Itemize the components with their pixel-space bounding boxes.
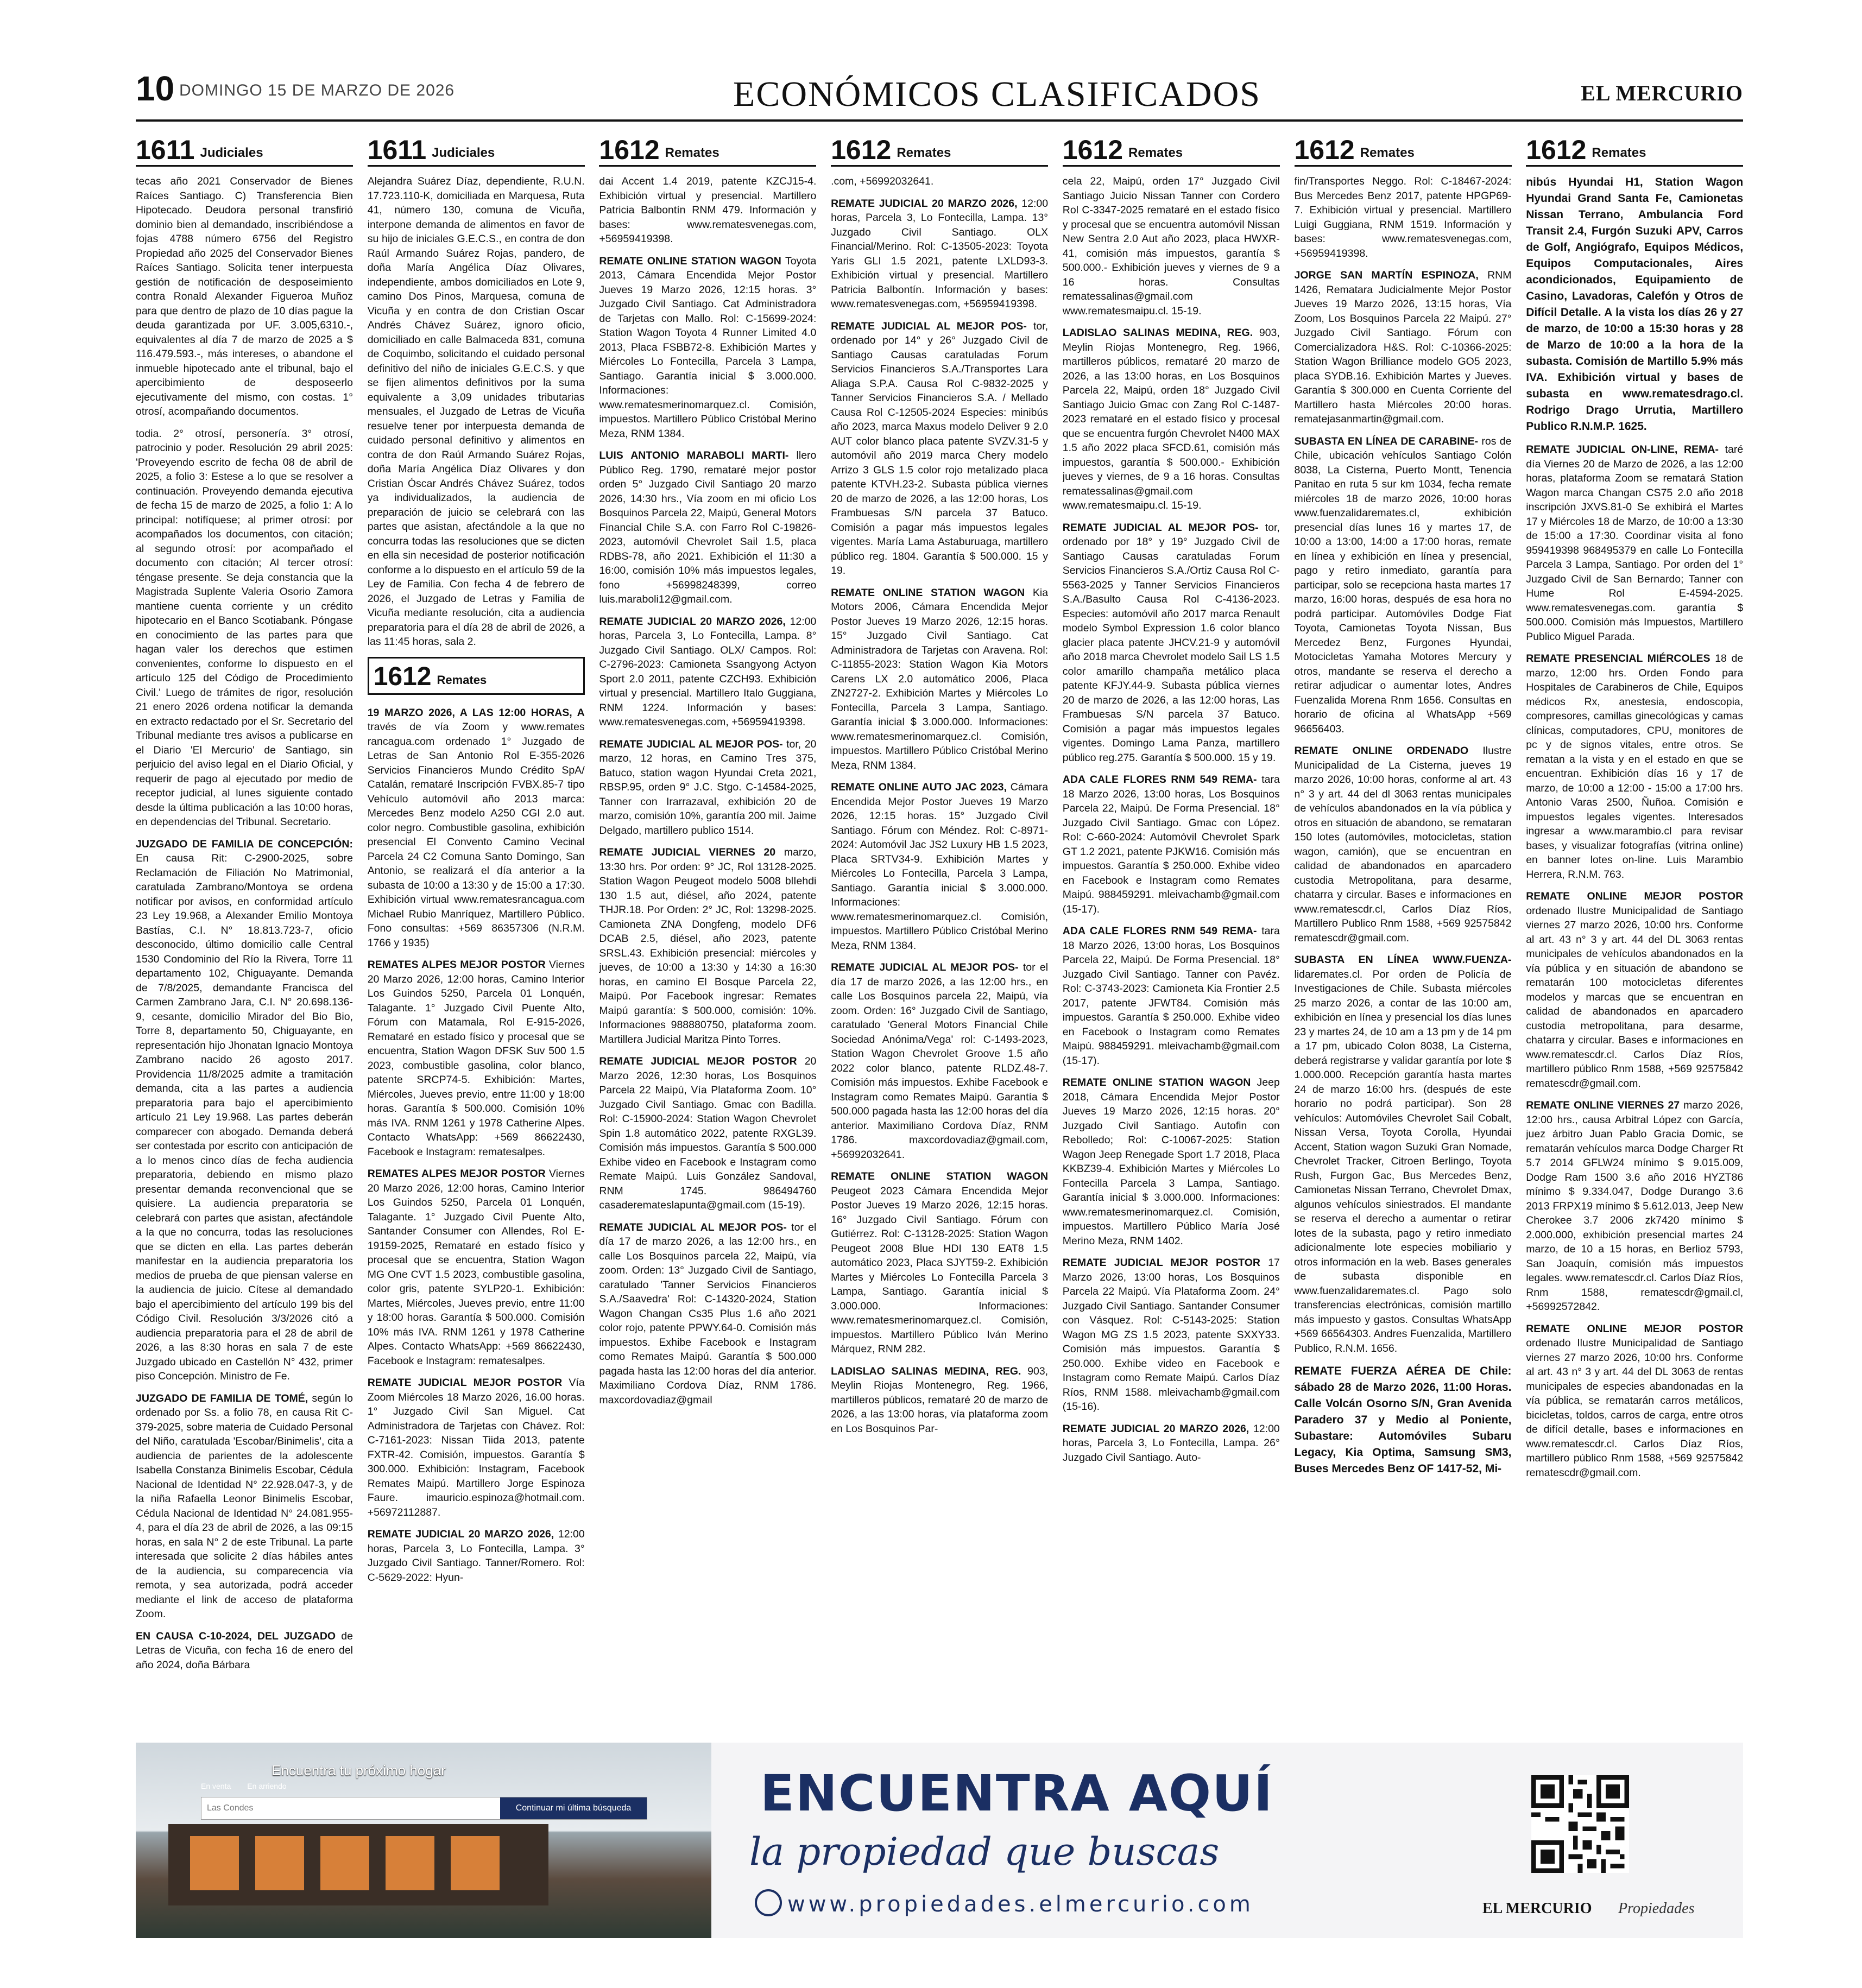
category-name: Remates — [437, 673, 487, 687]
ad-lead: REMATE JUDICIAL MEJOR POSTOR — [599, 1055, 797, 1067]
classified-ad — [136, 837, 353, 1384]
column-body — [368, 174, 585, 1585]
ad-brand: EL MERCURIO — [1482, 1900, 1592, 1917]
category-name: Remates — [1128, 145, 1183, 160]
ad-lead: REMATE PRESENCIAL MIÉRCOLES — [1526, 653, 1710, 664]
classified-ad — [136, 427, 353, 830]
classified-ad — [1295, 953, 1512, 1356]
column-heading — [599, 130, 816, 167]
ad-lead: REMATE JUDICIAL AL MEJOR POS- — [831, 320, 1027, 332]
ad-text: Cámara Encendida Mejor Postor Jueves 19 Marzo 2026, 12:15 horas. 15° Juzgado Civil Santiago. Fórum con Méndez. Rol: C-8971-2024: Automóvil Jac JS2 Luxury HB 1.5 2023, Placa SRTV34-9. Exhibición Martes y Miércoles Lo Fontecilla, Parcela 3 Lampa, Santiago. Garantía inicial $ 3.000.000. Informaciones: www.rematesmerinomarquez.cl. Comisión, impuestos. Martillero Público Cristóbal Merino Meza, RNM 1384. — [831, 781, 1049, 952]
ad-search-heading: Encuentra tu próximo hogar — [272, 1762, 446, 1778]
ad-text: fin/Transportes Neggo. Rol: C-18467-2024: Bus Mercedes Benz 2017, patente HPGP69-7. Exhibición virtual y presencial. Martillero Luigi Guggiana, RNM 1519. Información y bases: www.rematesvenegas.com, +56959419398. — [1294, 175, 1512, 259]
classified-ad — [1526, 651, 1743, 882]
column-body — [136, 174, 353, 1672]
ad-text: tara 18 Marzo 2026, 13:00 horas, Los Bosquinos Parcela 22, Maipú. De Forma Presencial. 18° Juzgado Civil Santiago. Tanner con Pavéz. Rol: C-3743-2023: Camioneta Kia Frontier 2.5 2017, patente JFWT84. Comisión más impuestos. Garantía $ 250.000. Exhibe video en Facebook o Instagram como Remates Maipú. 988459291. mleivachamb@gmail.com (15-17). — [1062, 925, 1280, 1067]
classified-ad — [1526, 1098, 1743, 1314]
ad-lead: LADISLAO SALINAS MEDINA, REG. — [1062, 327, 1253, 339]
category-code: 1612 — [831, 135, 892, 165]
classified-column — [831, 130, 1048, 1732]
ad-lead: ADA CALE FLORES RNM 549 REMA- — [1062, 925, 1257, 937]
ad-lead: REMATE JUDICIAL AL MEJOR POS- — [599, 1221, 787, 1233]
newspaper-page — [136, 65, 1743, 1943]
classified-ad — [831, 1169, 1048, 1357]
ad-text: Alejandra Suárez Díaz, dependiente, R.U.N. 17.723.110-K, domiciliada en Marquesa, Ruta 41, número 130, comuna de Vicuña, interpone demanda de alimentos en favor de su hijo de iniciales G.E.C.S., en contra de don Raúl Armando Suárez Rojas, pandero, de doña María Angélica Díaz Olivares, independiente, ambos domiciliados en Lote 9, camino Dos Pinos, Marquesa, comuna de Vicuña y en contra de don Cristian Oscar Andrés Chávez Suárez, ignoro oficio, domiciliado en calle Balmaceda 831, comuna de Coquimbo, solicitando el cuidado personal definitivo del niño de iniciales G.E.C.S. y que se fijen alimentos definitivos por la suma equivalente a 3,09 unidades tributarias mensuales, el Juzgado de Letras de Vicuña resuelve tener por interpuesta demanda de cuidado personal definitivo y alimentos en contra de don Raúl Armando Suárez Rojas, doña María Angélica Díaz Olivares y don Cristian Óscar Andrés Chávez Suárez, todos ya individualizados, la audiencia de preparación de juicio se celebrará con las partes que asistan, afectándole a la que no concurra todas las resoluciones que se dicten en ella sin necesidad de posterior notificación conforme a lo dispuesto en el artículo 59 de la Ley de Familia. Con fecha 4 de febrero de 2026, el Juzgado de Letras y Familia de Vicuña mediante resolución, cita a audiencia preparatoria para el día 28 de abril de 2026, a las 11:45 horas, sala 2. — [367, 175, 585, 648]
classified-ad — [1063, 174, 1280, 318]
category-code: 1611 — [367, 135, 427, 165]
category-name: Judiciales — [432, 145, 495, 160]
category-name: Remates — [665, 145, 719, 160]
ad-search-tabs — [201, 1782, 287, 1790]
ad-lead: REMATE ONLINE STATION WAGON — [831, 586, 1025, 599]
ad-text: tor, ordenado por 18° y 19° Juzgado Civil de Santiago Causas caratuladas Forum Servicios Financieros S.A./Ortiz Causa Rol C-5563-2025 y Tanner Servicios Financieros S.A./Basulto Causa Rol C-4136-2023. Especies: automóvil año 2017 marca Renault modelo Symbol Expression 1.6 color blanco glacier placa patente JHCV.21-9 y automóvil año 2018 marca Chevrolet modelo Sail LS 1.5 color amarillo champaña metálico placa patente KFJY.44-9. Subasta pública viernes 20 de marzo de 2026, a las 12:00 horas, Las Frambuesas S/N parcela 37 Batuco. Comisión a pagar más impuestos legales vigentes. Domingo Lama Panza, martillero público reg.275. Garantía $ 500.000. 15 y 19. — [1062, 521, 1280, 764]
ad-lead: REMATE FUERZA AÉREA DE — [1294, 1365, 1470, 1377]
ad-text: tara 18 Marzo 2026, 13:00 horas, Los Bosquinos Parcela 22, Maipú. De Forma Presencial. 18° Juzgado Civil Santiago. Gmac con López. Rol: C-660-2024: Automóvil Chevrolet Spark GT 1.2 2021, patente PJKW16. Comisión más impuestos. Garantía $ 250.000. Exhibe video en Facebook e Instagram como Remates Maipú. 988459291. mleivachamb@gmail.com (15-17). — [1062, 774, 1280, 915]
classified-ad — [368, 706, 585, 951]
classified-ad — [831, 197, 1048, 312]
ad-lead: SUBASTA EN LÍNEA DE CARABINE- — [1294, 435, 1479, 447]
ad-text: taré día Viernes 20 de Marzo de 2026, a las 12:00 horas, plataforma Zoom se rematará Station Wagon marca Changan CS75 2.0 año 2018 inscripción JXVS.81-0 Se exhibirá el Martes 17 y Miércoles 18 de Marzo, de 10:00 a 13:30 de 15:00 a 17:30. Coordinar visita al fono 959419398 968495379 en calle Lo Fontecilla Parcela 3 Lampa, Santiago. Por orden del 1° Juzgado Civil de San Bernardo; Tanner con Hume Rol E-4594-2025. www.rematesvenegas.com. garantía $ 500.000. Comisión más Impuestos, Martillero Publico Miguel Parada. — [1526, 444, 1744, 643]
classified-column — [136, 130, 353, 1732]
ad-lead: LUIS ANTONIO MARABOLI MARTI- — [599, 449, 789, 461]
ad-lead: REMATE ONLINE STATION WAGON — [1062, 1077, 1251, 1088]
ad-text: 12:00 horas, Parcela 3, Lo Fontecilla, Lampa. 13° Juzgado Civil Santiago. OLX Financial/Merino. Rol: C-13505-2023: Toyota Yaris GLI 1.5 2021, patente LXLD93-3. Exhibición virtual y presencial. Martillero Patricia Balbontín. Información y bases: www.rematesvenegas.com, +56959419398. — [831, 197, 1049, 310]
house-illustration — [168, 1824, 548, 1905]
ad-text: nibús Hyundai H1, Station Wagon Hyundai Grand Santa Fe, Camionetas Nissan Terrano, Ambulancia Ford Transit 2.4, Furgón Suzuki APV, Carros de Golf, Angiógrafo, Equipos Médicos, Equipos Computacionales, Aires acondicionados, Equipamiento de Casino, Lavadoras, Calefón y Otros de Difícil Detalle. A la vista los días 26 y 27 de marzo, de 10:00 a 15:30 horas y 28 de Marzo de 10:00 a la hora de la subasta. Comisión de Martillo 5.9% más IVA. Exhibición virtual y bases de subasta en www.rematesdrago.cl. Rodrigo Drago Urrutia, Martillero Publico R.N.M.P. 1625. — [1526, 176, 1744, 433]
classified-ad — [1063, 521, 1280, 765]
classified-ad — [1295, 174, 1512, 261]
ad-text: Peugeot 2023 Cámara Encendida Mejor Postor Jueves 19 Marzo 2026, 12:15 horas. 16° Juzgado Civil Santiago. Fórum con Gutiérrez. Rol: C-13128-2025: Station Wagon Peugeot 2008 Blue HDI 130 EAT8 1.5 automático 2023, Placa SJYT59-2. Exhibición Martes y Miércoles Lo Fontecilla Parcela 3 Lampa, Santiago. Garantía inicial $ 3.000.000. Informaciones: www.rematesmerinomarquez.cl. Comisión, impuestos. Martillero Público Iván Merino Márquez, RNM 282. — [831, 1185, 1049, 1355]
ad-lead: REMATE ONLINE STATION WAGON — [831, 1170, 1049, 1182]
ad-text: En causa Rit: C-2900-2025, sobre Reclamación de Filiación No Matrimonial, caratulada Zambrano/Montoya se ordena notificar por avisos, en conformidad artículo 23 Ley 19.968, a Alexander Emilio Montoya Bastías, C.I. N° 18.813.723-7, oficio desconocido, último domicilio calle Central 1530 Condominio del Río la Rivera, Torre 11 departamento 102, Chiguayante. Demanda de 7/8/2025, demandante Francisca del Carmen Zambrano Jara, C.I. N° 20.698.136-9, cesante, domicilio Mirador del Bio Bio, Torre 8, departamento 50, Chiguayante, en representación hijo Jhonatan Ignacio Montoya Zambrano nacido 26 agosto 2017. Providencia 11/8/2025 admite a tramitación demanda, cita a las partes a audiencia preparatoria para bajo el apercibimiento artículo 21 Ley 19.968. Las partes deberán comparecer con abogado. Demanda deberá ser contestada por escrito con anticipación de a lo menos cinco días de fecha audiencia preparatoria, debiendo en mismo plazo presentar demanda reconvencional que se quisiere. La audiencia preparatoria se celebrará con partes que asistan, afectándole a la que no concurra, todas las resoluciones que se dicten en ella. Las partes deberán manifestar en la audiencia preparatoria los medios de prueba de que piensan valerse en la audiencia de juicio. Cítese al demandado bajo el apercibimiento del artículo 199 bis del Código Civil. Resolución 3/3/2026 citó a audiencia preparatoria para el 28 de abril de 2026, a las 8:30 horas en sala 7 de este Juzgado ubicado en Castellón N° 432, primer piso Concepción. Ministro de Fe. — [136, 852, 353, 1382]
ad-text: tor, ordenado por 14° y 26° Juzgado Civil de Santiago Causas caratuladas Forum Servicios Financieros S.A./Transportes Lara Aliaga S.P.A. Causa Rol C-9832-2025 y Tanner Servicios Financieros S.A. / Mellado Causa Rol C-12505-2024 Especies: minibús año 2023, marca Maxus modelo Deliver 9 2.0 AUT color blanco placa patente SVZV.31-5 y automóvil año 2019 marca Chery modelo Arrizo 3 GLS 1.5 color rojo metalizado placa patente KTVH.23-2. Subasta pública viernes 20 de marzo de 2026, a las 12:00 horas, Los Frambuesas S/N parcela 37 Batuco. Comisión a pagar más impuestos legales vigentes. María Lama Astaburuaga, martillero público reg. 1804. Garantía $ 500.000. 15 y 19. — [831, 320, 1049, 577]
category-code: 1612 — [373, 662, 432, 691]
ad-text: 12:00 horas, Parcela 3, Lo Fontecilla, Lampa. 3° Juzgado Civil Santiago. Tanner/Romero. Rol: C-5629-2022: Hyun- — [367, 1528, 585, 1584]
ad-lead: REMATE ONLINE MEJOR POSTOR — [1526, 890, 1744, 902]
page-number: 10 — [136, 69, 175, 108]
classified-ad — [368, 958, 585, 1159]
ad-text: Viernes 20 Marzo 2026, 12:00 horas, Camino Interior Los Guindos 5250, Parcela 01 Lonquén, Talagante. 1° Juzgado Civil Puente Alto, Santander Consumer con Allendes, Rol E-19159-2025, Remataré en estado físico y procesal que se encuentra, Station Wagon MG One CVT 1.5 2023, combustible gasolina, color gris, patente SYLP20-1. Exhibición: Martes, Miércoles, Jueves previo, entre 11:00 y 18:00 horas. Garantía $ 500.000. Comisión 10% más IVA. RNM 1261 y 1978 Catherine Alpes. Contacto WhatsApp: +569 86622430, Facebook e Instagram: rematesalpes. — [367, 1168, 585, 1367]
category-name: Remates — [1360, 145, 1415, 160]
ad-text: de Letras de Vicuña, con fecha 16 de enero del año 2024, doña Bárbara — [136, 1630, 353, 1671]
ad-text: llero Público Reg. 1790, remataré mejor postor orden 5° Juzgado Civil Santiago 20 marzo 2026, 14:30 hrs., Vía zoom en mi oficio Los Bosquinos Parcela 22, Maipú, General Motors Financial Chile S.A. con Farro Rol C-19826-2023, automóvil Chevrolet Sail 1.5, placa RDBS-78, año 2021. Exhibición el 11:30 a 16:00, comisión 10% más impuestos legales, fono +56998248399, correo luis.maraboli12@gmail.com. — [599, 449, 817, 605]
column-body — [1526, 174, 1743, 1480]
ad-text: tecas año 2021 Conservador de Bienes Raíces Santiago. C) Transferencia Bien Hipotecado. Deudora personal transfirió dominio bien al demandado, inscribiéndose a fojas 4788 número 6756 del Registro Propiedad año 2025 del Conservador Bienes Raíces Santiago. Solicita tener interpuesta gestión de notificación de desposeimiento contra Ronald Alexander Figueroa Muñoz para que dentro de plazo de 10 días pague la deuda garantizada por UF. 3.005,6310.-, equivalentes al día 7 de marzo de 2025 a $ 116.479.593.-, más intereses, o abandone el inmueble hipotecado ante el tribunal, bajo el apercibimiento de desposeerlo ejecutivamente del mismo, con costas. 1° otrosí, acompañando documentos. — [136, 175, 353, 417]
ad-text: 20 Marzo 2026, 12:30 horas, Los Bosquinos Parcela 22 Maipú, Vía Plataforma Zoom. 10° Juzgado Civil Santiago. Gmac con Badilla. Rol: C-15900-2024: Station Wagon Chevrolet Spin 1.8 automático 2022, patente RXGL39. Comisión más impuestos. Garantía $ 500.000 Exhibe video en Facebook e Instagram como Remate Maipú. Luis González Sandoval, RNM 1745. 986494760 casaderemateslapunta@gmail.com (15-19). — [599, 1055, 817, 1211]
classified-column — [1063, 130, 1280, 1732]
ad-text: RNM 1426, Rematara Judicialmente Mejor Postor Jueves 19 Marzo 2026, 13:15 horas, Vía Zoom, Los Bosquinos Parcela 22 Maipú. 27° Juzgado Civil Santiago. Fórum con Comercializadora H&S. Rol: C-10366-2025: Station Wagon Brilliance modelo GO5 2023, placa SYDB.16. Exhibición Martes y Jueves. Garantía $ 300.000 en Cuenta Corriente del Martillero hasta Miércoles 20:00 horas. rematejasanmartin@gmail.com. — [1294, 269, 1512, 425]
ad-text: cela 22, Maipú, orden 17° Juzgado Civil Santiago Juicio Nissan Tanner con Cordero Rol C-3347-2025 remataré en el estado físico y procesal que se encuentra automóvil Nissan New Sentra 2.0 Aut año 2023, placa HWXR-41, comisión más impuestos, garantía $ 500.000.- Exhibición jueves y viernes de 9 a 16 horas. Consultas rematessalinas@gmail.com www.rematesmaipu.cl. 15-19. — [1062, 175, 1280, 317]
ad-tab-rent[interactable]: En arriendo — [247, 1782, 287, 1790]
ad-lead: REMATE ONLINE VIERNES 27 — [1526, 1099, 1680, 1111]
ad-text: Vía Zoom Miércoles 18 Marzo 2026, 16.00 horas. 1° Juzgado Civil San Miguel. Cat Administradora de Tarjetas con Chávez. Rol: C-7161-2023: Nissan Tiida 2013, patente FXTR-42. Comisión, impuestos. Garantía $ 300.000. Exhibición: Instagram, Facebook Remates Maipú. Martillero Jorge Espinoza Faure. imauricio.espinoza@hotmail.com. +56972112887. — [367, 1377, 585, 1518]
ad-search-button[interactable]: Continuar mi última búsqueda — [500, 1797, 647, 1819]
classified-ad — [1295, 1363, 1512, 1477]
ad-lead: REMATE ONLINE AUTO JAC 2023, — [831, 781, 1007, 793]
advertisement-banner[interactable] — [136, 1743, 1743, 1938]
ad-lead: LADISLAO SALINAS MEDINA, REG. — [831, 1365, 1021, 1377]
ad-text: ordenado Ilustre Municipalidad de Santiago viernes 27 marzo 2026, 10:00 hrs. Conforme al art. 43 n° 3 y art. 44 del DL 3063 rentas municipales de vehículos abandonados en la vía pública y en situación de abandono se rematarán 100 motocicletas diferentes modelos y marcas que se encuentran en calidad de abandonados en aparcadero custodia metropolitana, para desarme, chatarra y circular. Bases e informaciones en www.rematescdr.cl. Carlos Díaz Ríos, martillero público Rnm 1588, +569 92575842 rematescdr@gmail.com. — [1526, 904, 1744, 1090]
ad-lead: REMATES ALPES MEJOR POSTOR — [367, 959, 546, 971]
category-name: Remates — [1592, 145, 1646, 160]
ad-text: Kia Motors 2006, Cámara Encendida Mejor Postor Jueves 19 Marzo 2026, 12:15 horas. 15° Juzgado Civil Santiago. Cat Administradora de Tarjetas con Aravena. Rol: C-11855-2023: Station Wagon Kia Motors Carens LX 2.0 automático 2006, Placa ZN2727-2. Exhibición Martes y Miércoles Lo Fontecilla, Parcela 3 Lampa, Santiago. Garantía inicial $ 3.000.000. Informaciones: www.rematesmerinomarquez.cl. Comisión, impuestos. Martillero Público Cristóbal Merino Meza, RNM 1384. — [831, 586, 1049, 771]
classified-ad — [1063, 924, 1280, 1068]
classified-ad — [368, 174, 585, 649]
classified-ad — [599, 254, 816, 441]
ad-text: todia. 2° otrosí, personería. 3° otrosí, patrocinio y poder. Resolución 29 abril 2025: 'Proveyendo escrito de fecha 08 de abril de 2025, a folio 3: Estese a lo que se resolver a continuación. Proveyendo demanda ejecutiva de fecha 15 de marzo de 2025, a folio 1: A lo principal: notifíquese; al primer otrosí: por acompañados los documentos, con citación; al segundo otrosí: por acompañado el documento con citación; Al tercer otrosí: téngase presente. Se deja constancia que la Magistrada Suplente Valeria Osorio Zamora mantiene cuenta corriente y un crédito hipotecario en el Banco Scotiabank. Póngase en conocimiento de las partes para que hagan valer los derechos que estimen convenientes, conforme lo dispuesto en el artículo 125 del Código de Procedimiento Civil.' Luego de trámites de rigor, resolución 21 enero 2026 ordena notificar la demanda en extracto redactado por el Sr. Secretario del Tribunal mediante tres avisos a publicarse en el Diario 'El Mercurio' de Santiago, sin perjuicio del aviso legal en el Diario Oficial, y requerir de pago al ejecutado por medio de receptor judicial, al lunes siguiente contado desde la última publicación a las 10:00 horas, en dependencias del Tribunal. Secretario. — [136, 427, 353, 828]
ad-lead: REMATE ONLINE ORDENADO — [1294, 745, 1469, 757]
section-title: ECONÓMICOS CLASIFICADOS — [733, 74, 1261, 114]
ad-lead: REMATE JUDICIAL MEJOR POSTOR — [367, 1377, 563, 1389]
column-body — [1295, 174, 1512, 1477]
classifieds-columns — [136, 130, 1743, 1732]
ad-text: según lo ordenado por Ss. a folio 78, en causa Rit C-379-2025, sobre materia de Cuidado Personal del Niño, caratulada 'Escobar/Binimelis', cita a audiencia de parientes de la adolescente Isabella Constanza Binimelis Escobar, Cédula Nacional de Identidad N° 22.928.047-3, y de la niña Rafaella Leonor Binimelis Escobar, Cédula Nacional de Identidad N° 24.081.955-4, para el día 23 de abril de 2026, a las 09:15 horas, en sala N° 2 de este Tribunal. La parte interesada que solicite 2 días hábiles antes de la audiencia, su comparecencia vía remota, y sea autorizada, podrá acceder mediante el link de acceso de plataforma Zoom. — [136, 1392, 353, 1620]
classified-ad — [1526, 889, 1743, 1091]
classified-column — [599, 130, 816, 1732]
ad-lead: SUBASTA EN LÍNEA WWW.FUENZA- — [1294, 954, 1512, 966]
category-name: Remates — [897, 145, 951, 160]
classified-ad — [1526, 1322, 1743, 1480]
ad-text: tor el día 17 de marzo 2026, a las 12:00 hrs., en calle Los Bosquinos parcela 22, Maipú, vía zoom. Orden: 13° Juzgado Civil de Santiago, caratulado 'Tanner Servicios Financieros S.A./Saavedra' Rol: C-14320-2024, Station Wagon Changan Cs35 Plus 1.6 año 2021 color rojo, patente PPWY.64-0. Comisión más impuestos. Exhibe Facebook e Instagram como Remates Maipú. Garantía $ 500.000 pagada hasta las 12:00 horas del día anterior. Maximiliano Cordova Díaz, RNM 1786. maxcordovadiaz@gmail — [599, 1221, 817, 1406]
ad-subheadline: la propiedad que buscas — [749, 1829, 1220, 1874]
ad-lead: REMATE JUDICIAL VIERNES 20 — [599, 846, 776, 858]
column-heading — [1295, 130, 1512, 167]
ad-url-link[interactable]: www.propiedades.elmercurio.com — [787, 1892, 1254, 1917]
ad-text: lidaremates.cl. Por orden de Policía de Investigaciones de Chile. Subasta miércoles 25 marzo 2026, a contar de las 10:00 am, exhibición en línea y presencial los días lunes 23 y martes 24, de 10 am a 13 pm y de 14 pm a 17 pm, ubicado Colon 8038, La Cisterna, deberá registrarse y validar garantía por lote $ 1.000.000. Recepción garantía hasta martes 24 de marzo 16:00 hrs. (después de este horario no podrá participar). Son 28 vehículos: Automóviles Chevrolet Sail Cobalt, Nissan Versa, Toyota Corolla, Hyundai Accent, Station wagon Suzuki Gran Nomade, Chevrolet Tracker, Citroen Berlingo, Toyota Rush, Furgon Gac, Bus Mercedes Benz, Camionetas Nissan Terrano, Chevrolet Dmax, algunos vehículos siniestrados. El mandante se reserva el derecho a aumentar o retirar lotes de la subasta, pago y retiro inmediato adicionalmente lote especies mobiliario y otros información en la web. Bases generales de subasta disponible en www.fuenzalidaremates.cl. Pago solo transferencias electrónicas, comisión martillo más impuesto y gastos. Consultas WhatsApp +569 66564303. Andres Fuenzalida, Martillero Publico, R.N.M. 1656. — [1294, 968, 1512, 1354]
ad-lead: REMATE ONLINE STATION WAGON — [599, 255, 781, 267]
ad-house-photo — [136, 1743, 711, 1938]
ad-lead: REMATE JUDICIAL 20 MARZO 2026, — [599, 615, 786, 628]
classified-ad — [1526, 442, 1743, 644]
ad-lead: REMATE ONLINE MEJOR POSTOR — [1526, 1322, 1744, 1335]
classified-ad — [831, 1364, 1048, 1436]
globe-icon — [755, 1889, 782, 1916]
classified-ad — [599, 737, 816, 838]
ad-brand-sub: Propiedades — [1618, 1900, 1695, 1917]
ad-text: marzo, 13:30 hrs. Por orden: 9° JC, Rol 13128-2025. Station Wagon Peugeot modelo 5008 blIehdi 130 1.5 aut, diésel, año 2024, patente THJR.18. Por Orden: 2° JC, Rol: 13298-2025. Camioneta ZNA Dongfeng, modelo DF6 DCAB 2.5, diésel, año 2023, patente SRSL.43. Exhibición presencial: miércoles y jueves, de 10:00 a 13:30 y 14:30 a 16:30 horas, en camino El Bosque Parcela 22, Maipú. Por Facebook ingresar: Remates Maipú garantía: $ 500.000, comisión: 10%. Informaciones 988880750, plataforma zoom. Martillera Judicial Maritza Pinto Torres. — [599, 846, 817, 1046]
ad-lead: JORGE SAN MARTÍN ESPINOZA, — [1294, 269, 1479, 281]
ad-text: Ilustre Municipalidad de La Cisterna, jueves 19 marzo 2026, 10:00 horas, conforme al art. 43 n° 3 y art. 44 del dl 3063 rentas municipales de vehículos abandonados en la vía pública y otros en situación de abandono, se remataran 150 lotes (automóviles, motocicletas, station wagon, camión), que se encuentran en calidad de abandonados en aparcadero custodia Metropolitana, para desarme, chatarra y circular. Bases e informaciones en www.rematescdr.cl, Carlos Díaz Ríos, Martillero Publico Rnm 1588, +569 92575842 rematescdr@gmail.com. — [1294, 745, 1512, 944]
category-code: 1612 — [1294, 135, 1355, 165]
column-heading — [831, 130, 1048, 167]
classified-ad — [1063, 1422, 1280, 1465]
ad-lead: 19 MARZO 2026, A LAS 12:00 HORAS, A — [367, 706, 585, 719]
classified-ad — [136, 1629, 353, 1673]
classified-column — [1526, 130, 1743, 1732]
ad-text: .com, +56992032641. — [831, 175, 934, 187]
ad-text: 18 de marzo, 12:00 hrs. Orden Fondo para Hospitales de Carabineros de Chile, Equipos médicos Rx, anestesia, endoscopia, compresores, camillas ginecológicas y camas clínicas, computadores, CPU, monitores de pc y de signos vitales, entre otros. Se rematan a la vista y en el estado en que se encuentran. Exhibición días 16 y 17 de marzo, de 10:00 a 12:00 - 15:00 a 17:00 hrs. Antonio Varas 2500, Ñuñoa. Comisión e impuestos legales vigentes. Interesados ingresar a www.marambio.cl para revisar bases, y visualizar fotografías (vitrina online) en banner lotes on-line. Luis Marambio Herrera, R.N.M. 763. — [1526, 653, 1744, 881]
ad-lead: ADA CALE FLORES RNM 549 REMA- — [1062, 774, 1257, 786]
ad-lead: EN CAUSA C-10-2024, DEL JUZGADO — [136, 1630, 336, 1642]
classified-ad — [831, 319, 1048, 578]
classified-ad — [599, 448, 816, 607]
ad-text: Toyota 2013, Cámara Encendida Mejor Postor Jueves 19 Marzo 2026, 12:15 horas. 3° Juzgado Civil Santiago. Cat Administradora de Tarjetas con Mallo. Rol: C-15699-2024: Station Wagon Toyota 4 Runner Limited 4.0 2013, Placa FSBB72-8. Exhibición Martes y Miércoles Lo Fontecilla, Parcela 3 Lampa, Santiago. Garantía inicial $ 3.000.000. Informaciones: www.rematesmerinomarquez.cl. Comisión, impuestos. Martillero Público Cristóbal Merino Meza, RNM 1384. — [599, 255, 817, 440]
qr-code-icon[interactable] — [1531, 1775, 1629, 1873]
classified-ad — [136, 1391, 353, 1622]
ad-lead: JUZGADO DE FAMILIA DE TOMÉ, — [136, 1392, 308, 1404]
classified-ad — [1295, 744, 1512, 945]
classified-ad — [831, 586, 1048, 773]
ad-text: marzo 2026, 12:00 hrs., causa Arbitral López con García, juez árbitro Juan Pablo Gracia Domic, se rematarán vehículos marca Dodge Charger Rt 5.7 2014 GFLW24 mínimo $ 9.015.009, Dodge Ram 1500 3.6 año 2016 HYZT86 mínimo $ 9.334.047, Dodge Durango 3.6 2013 FRPX19 mínimo $ 5.612.013, Jeep New Cherokee 3.7 2006 zk7420 mínimo $ 2.000.000, exhibición presencial martes 24 marzo, de 10 a 15 horas, en Berlioz 5793, San Joaquín, comisión más impuestos legales. www.rematescdr.cl. Carlos Díaz Ríos, Rnm 1588, rematescdr@gmail.cl, +56992572842. — [1526, 1099, 1744, 1313]
classified-ad — [831, 780, 1048, 953]
ad-text: 17 Marzo 2026, 13:00 horas, Los Bosquinos Parcela 22 Maipú. Vía Plataforma Zoom. 24° Juzgado Civil Santiago. Santander Consumer con Vásquez. Rol: C-5143-2025: Station Wagon MG ZS 1.5 2023, patente SXXY33. Comisión más impuestos. Garantía $ 250.000. Exhibe video en Facebook e Instagram como Remate Maipú. Carlos Díaz Ríos, RNM 1588. mleivachamb@gmail.com (15-16). — [1062, 1257, 1280, 1413]
column-heading — [136, 130, 353, 167]
ad-text: tor el día 17 de marzo 2026, a las 12:00 hrs., en calle Los Bosquinos parcela 22, Maipú, vía zoom. Orden: 16° Juzgado Civil de Santiago, caratulado 'General Motors Financial Chile Sociedad Anónima/Vega' rol: C-1493-2023, Station Wagon Chevrolet Groove 1.5 año 2022 color blanco, patente RLDZ.48-7. Comisión más impuestos. Exhibe Facebook e Instagram como Remates Maipú. Garantía $ 500.000 pagada hasta las 12:00 horas del día anterior. Maximiliano Cordova Díaz, RNM 1786. maxcordovadiaz@gmail.com, +56992032641. — [831, 961, 1049, 1161]
ad-text: Chile: sábado 28 de Marzo 2026, 11:00 Horas. Calle Volcán Osorno S/N, Gran Avenida Paradero 37 y Medio al Poniente, Subastare: Automóviles Subaru Legacy, Kia Optima, Samsung SM3, Buses Mercedes Benz OF 1417-52, Mi- — [1294, 1365, 1512, 1475]
ad-lead: REMATE JUDICIAL AL MEJOR POS- — [831, 961, 1019, 973]
ad-lead: REMATE JUDICIAL AL MEJOR POS- — [599, 738, 783, 750]
category-name: Judiciales — [200, 145, 263, 160]
classified-ad — [1063, 1256, 1280, 1414]
ad-tab-sale[interactable]: En venta — [201, 1782, 231, 1790]
ad-search-input[interactable]: Las Condes — [207, 1803, 254, 1813]
classified-ad — [831, 960, 1048, 1162]
ad-lead: REMATE JUDICIAL MEJOR POSTOR — [1062, 1257, 1260, 1269]
classified-ad — [831, 174, 1048, 189]
classified-ad — [368, 1167, 585, 1368]
page-date: DOMINGO 15 DE MARZO DE 2026 — [179, 81, 455, 99]
ad-text: tor, 20 marzo, 12 horas, en Camino Tres 375, Batuco, station wagon Hyundai Creta 2021, RBSP.95, orden 9° J.C. Stgo. C-14584-2025, Tanner con Irarrazaval, exhibición 20 de marzo, comisión 10%, garantía 200 mil. Jaime Delgado, martillero publico 1514. — [599, 738, 817, 837]
category-code: 1612 — [1526, 135, 1587, 165]
category-code: 1612 — [1062, 135, 1123, 165]
classified-column — [1295, 130, 1512, 1732]
newspaper-brand: EL MERCURIO — [1581, 81, 1743, 105]
ad-lead: REMATES ALPES MEJOR POSTOR — [367, 1168, 546, 1180]
classified-ad — [1063, 1075, 1280, 1248]
page-header — [136, 65, 1743, 122]
ad-text: Viernes 20 Marzo 2026, 12:00 horas, Camino Interior Los Guindos 5250, Parcela 01 Lonquén, Talagante. 1° Juzgado Civil Puente Alto, Fórum con Matamala, Rol E-915-2026, Remataré en estado físico y procesal que se encuentra, Station Wagon DFSK Suv 500 1.5 2023, combustible gasolina, color blanco, patente SRCP74-5. Exhibición: Martes, Miércoles, Jueves previo, entre 11:00 y 18:00 horas. Garantía $ 500.000. Comisión 10% más IVA. RNM 1261 y 1978 Catherine Alpes. Contacto WhatsApp: +569 86622430, Facebook e Instagram: rematesalpes. — [367, 959, 585, 1158]
classified-ad — [1063, 326, 1280, 513]
classified-ad — [599, 1220, 816, 1408]
column-body — [831, 174, 1048, 1436]
classified-ad — [1526, 174, 1743, 435]
classified-ad — [599, 1054, 816, 1213]
ad-text: 12:00 horas, Parcela 3, Lo Fontecilla, Lampa. 26° Juzgado Civil Santiago. Auto- — [1062, 1422, 1280, 1464]
category-code: 1612 — [599, 135, 660, 165]
ad-text: 903, Meylin Riojas Montenegro, Reg. 1966, martilleros públicos, remataré 20 marzo de 2026, a las 13:00 horas, en Los Bosquinos Parcela 22, Maipú, orden 18° Juzgado Civil Santiago Juicio Gmac con Zang Rol C-1487-2023 remataré en el estado físico y procesal que se encuentra furgón Chevrolet N400 MAX 1.5 año 2022 placa SFCD.61, comisión más impuestos, garantía $ 500.000.- Exhibición jueves y viernes, de 9 a 16 horas. Consultas rematessalinas@gmail.com www.rematesmaipu.cl. 15-19. — [1062, 327, 1280, 511]
column-body — [1063, 174, 1280, 1465]
classified-ad — [599, 845, 816, 1047]
classified-ad — [599, 174, 816, 246]
ad-text: Jeep 2018, Cámara Encendida Mejor Postor Jueves 19 Marzo 2026, 12:15 horas. 20° Juzgado Civil Santiago. Autofin con Rebolledo; Rol: C-10067-2025: Station Wagon Jeep Renegade Sport 1.7 2018, Placa KKBZ39-4. Exhibición Martes y Miércoles Lo Fontecilla Parcela 3 Lampa, Santiago. Garantía inicial $ 3.000.000. Informaciones: www.rematesmerinomarquez.cl. Comisión, impuestos. Martillero Público María José Merino Meza, RNM 1402. — [1062, 1077, 1280, 1247]
ad-text: ordenado Ilustre Municipalidad de Santiago viernes 27 marzo 2026, 10:00 hrs. Conforme al art. 43 n° 3 y art. 44 del DL 3063 de rentas municipales de especies abandonadas en la vía pública, se rematarán carros metálicos, bicicletas, toldos, carros de carga, entre otros de difícil detalle, bases e informaciones en www.rematescdr.cl. Carlos Díaz Ríos, martillero público Rnm 1588, +569 92575842 rematescdr@gmail.com. — [1526, 1337, 1744, 1479]
ad-text: ros de Chile, ubicación vehículos Santiago Colón 8038, La Cisterna, Puerto Montt, Tenencia Panitao en ruta 5 sur km 1034, fecha remate miércoles 18 de marzo 2026, 10:00 horas www.fuenzalidaremates.cl, exhibición presencial días lunes 16 y martes 17, de 10:00 a 13:00, 14:00 a 17:00 horas, remate en línea y exhibición en línea y presencial, pago y retiro inmediato, garantía para participar, solo se recepciona hasta martes 17 marzo, 16:00 horas, después de esa hora no podrá participar. Automóviles Dodge Fiat Toyota, Camionetas Toyota Nissan, Bus Mercedez Benz, Furgones Hyundai, Motocicletas Yamaha Motores Mercury y otros, mandante se reserva el derecho a retirar adjudicar o aumentar lotes, Andres Fuenzalida Morena Rnm 1656. Consultas en horario de oficina al WhatsApp +569 96656403. — [1294, 435, 1512, 735]
section-divider-heading — [368, 657, 585, 695]
column-heading — [1063, 130, 1280, 167]
column-heading — [368, 130, 585, 167]
ad-text: través de vía Zoom y www.remates rancagua.com ordenado 1° Juzgado de Letras de San Antonio Rol E-355-2026 Servicios Financieros Mundo Crédito SpA/ Catalán, remataré Inscripción FVBX.85-7 tipo Vehículo automóvil año 2013 marca: Mercedes Benz modelo A250 CGI 2.0 aut. color negro. Combustible gasolina, exhibición presencial El Convento Camino Vecinal Parcela 24 C2 Comuna Santo Domingo, San Antonio, se realizará el día anterior a la subasta de 10:00 a 13:30 y de 15:00 a 17:30. Exhibición virtual www.rematesrancagua.com Michael Rubio Manríquez, Martillero Público. Fono consultas: +569 86357306 (N.R.M. 1766 y 1935) — [367, 721, 585, 949]
classified-ad — [1063, 773, 1280, 916]
classified-ad — [599, 615, 816, 730]
classified-ad — [136, 174, 353, 419]
classified-column — [368, 130, 585, 1732]
ad-lead: REMATE JUDICIAL 20 MARZO 2026, — [367, 1528, 554, 1540]
ad-lead: JUZGADO DE FAMILIA DE CONCEPCIÓN: — [136, 838, 353, 850]
ad-lead: REMATE JUDICIAL 20 MARZO 2026, — [831, 197, 1018, 210]
classified-ad — [368, 1527, 585, 1585]
classified-ad — [1295, 434, 1512, 737]
category-code: 1611 — [136, 135, 195, 165]
ad-lead: REMATE JUDICIAL AL MEJOR POS- — [1062, 521, 1259, 534]
classified-ad — [1295, 268, 1512, 427]
ad-text: dai Accent 1.4 2019, patente KZCJ15-4. Exhibición virtual y presencial. Martillero Patricia Balbontín RNM 479. Información y bases: www.rematesvenegas.com, +56959419398. — [599, 175, 817, 245]
ad-text: 903, Meylin Riojas Montenegro, Reg. 1966, martilleros públicos, remataré 20 de marzo de 2026, a las 13:00 horas, vía plataforma zoom en Los Bosquinos Par- — [831, 1365, 1049, 1435]
ad-search-bar[interactable] — [201, 1797, 647, 1820]
ad-text: 12:00 horas, Parcela 3, Lo Fontecilla, Lampa. 8° Juzgado Civil Santiago. OLX/ Campos. Rol: C-2796-2023: Camioneta Ssangyong Actyon Sport 2.0 2011, patente CZCH93. Exhibición virtual y presencial. Martillero Italo Guggiana, RNM 1224. Información y bases: www.rematesvenegas.com, +56959419398. — [599, 615, 817, 728]
classified-ad — [368, 1376, 585, 1520]
ad-lead: REMATE JUDICIAL 20 MARZO 2026, — [1062, 1422, 1249, 1435]
ad-headline: ENCUENTRA AQUÍ — [760, 1764, 1274, 1822]
column-heading — [1526, 130, 1743, 167]
column-body — [599, 174, 816, 1407]
ad-lead: REMATE JUDICIAL ON-LINE, REMA- — [1526, 444, 1719, 455]
